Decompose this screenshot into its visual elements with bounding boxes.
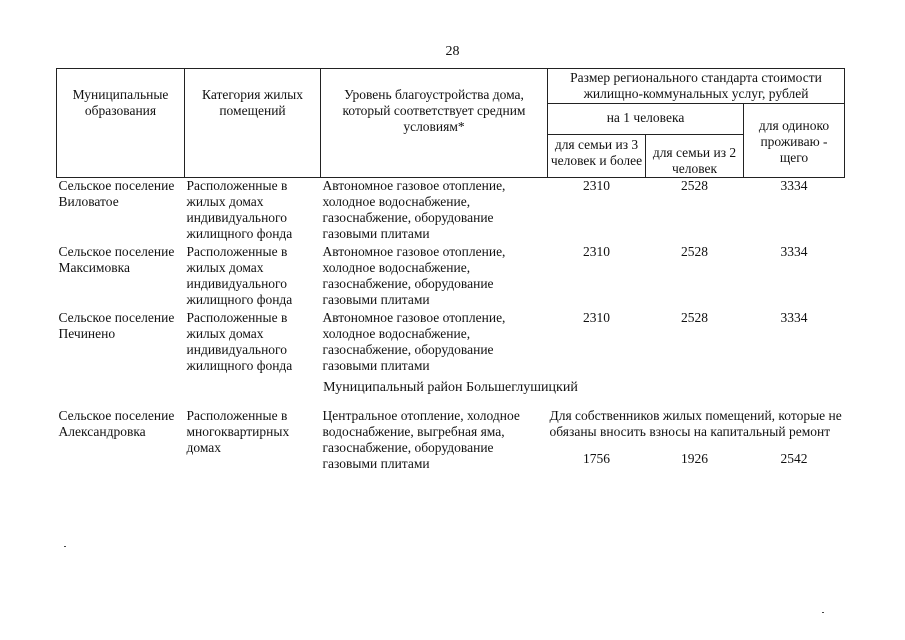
header-family-2: для семьи из 2 человек bbox=[646, 135, 744, 178]
ownership-note: Для собственников жилых помещений, которые не обязаны вносить взносы на капитальный ремонт bbox=[549, 408, 842, 439]
header-amenity-level: Уровень благоустройства дома, который соответствует средним условиям* bbox=[321, 69, 548, 178]
single-value: 3334 bbox=[780, 310, 808, 325]
family2-value: 2528 bbox=[681, 310, 708, 325]
table-row bbox=[57, 178, 845, 243]
amenity-cell: Автономное газовое отопление, холодное водоснабжение, газоснабжение, оборудование газовыми плитами bbox=[322, 310, 506, 373]
section-title-row bbox=[57, 374, 845, 408]
scan-speck bbox=[822, 612, 824, 613]
header-category: Категория жилых помещений bbox=[185, 69, 321, 178]
family2-value: 1926 bbox=[681, 450, 708, 466]
header-standard-size: Размер регионального стандарта стоимости жилищно-коммунальных услуг, рублей bbox=[548, 69, 845, 104]
table-row bbox=[57, 408, 845, 449]
family2-value: 2528 bbox=[681, 178, 708, 193]
amenity-cell: Автономное газовое отопление, холодное водоснабжение, газоснабжение, оборудование газовыми плитами bbox=[322, 244, 506, 307]
category-cell: Расположенные в многоквартирных домах bbox=[186, 408, 290, 455]
category-cell: Расположенные в жилых домах индивидуального жилищного фонда bbox=[186, 178, 293, 241]
category-cell: Расположенные в жилых домах индивидуального жилищного фонда bbox=[186, 244, 293, 307]
municipality-cell: Сельское поселение Печинено bbox=[58, 310, 175, 341]
tariff-table bbox=[56, 68, 845, 472]
header-per-person: на 1 человека bbox=[548, 104, 744, 135]
family3-value: 1756 bbox=[583, 450, 610, 466]
page-number: 28 bbox=[445, 44, 460, 59]
header-single: для одиноко проживаю - щего bbox=[744, 104, 845, 178]
municipality-cell: Сельское поселение Максимовка bbox=[58, 244, 175, 275]
single-value: 3334 bbox=[780, 244, 808, 259]
family3-value: 2310 bbox=[583, 310, 610, 325]
single-value: 3334 bbox=[780, 178, 808, 193]
amenity-cell: Автономное газовое отопление, холодное водоснабжение, газоснабжение, оборудование газовыми плитами bbox=[322, 178, 506, 241]
municipality-cell: Сельское поселение Александровка bbox=[58, 408, 175, 439]
scan-speck bbox=[64, 546, 66, 547]
table-row bbox=[57, 310, 845, 374]
category-cell: Расположенные в жилых домах индивидуального жилищного фонда bbox=[186, 310, 293, 373]
header-row-1 bbox=[57, 69, 845, 104]
amenity-cell: Центральное отопление, холодное водоснабжение, выгребная яма, газоснабжение, оборудование газовыми плитами bbox=[322, 408, 520, 471]
family2-value: 2528 bbox=[681, 244, 708, 259]
table-row bbox=[57, 244, 845, 308]
single-value: 2542 bbox=[780, 450, 808, 466]
header-municipality: Муниципальные образования bbox=[57, 69, 185, 178]
family3-value: 2310 bbox=[583, 178, 610, 193]
municipality-cell: Сельское поселение Виловатое bbox=[58, 178, 175, 209]
family3-value: 2310 bbox=[583, 244, 610, 259]
header-family-3: для семьи из 3 человек и более bbox=[548, 135, 646, 178]
section-title: Муниципальный район Большеглушицкий bbox=[323, 380, 578, 395]
